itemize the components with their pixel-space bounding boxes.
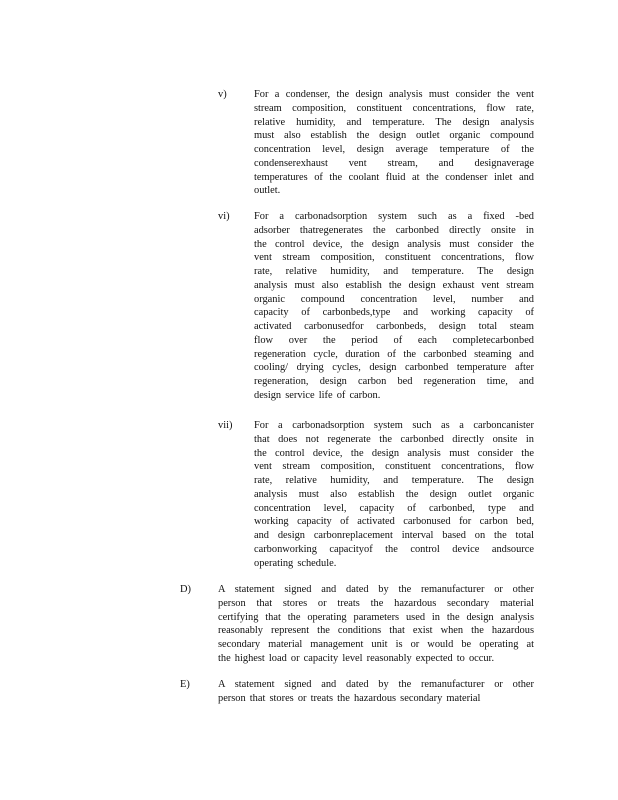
text-line: operating schedule.: [254, 557, 337, 569]
item-marker: E): [180, 679, 190, 690]
text-line: vent stream composition, constituent concentrations, flow: [254, 461, 534, 473]
text-line: secondary material management unit is or would be operating at: [218, 639, 534, 650]
item-text: [254, 210, 534, 403]
text-line: design service life of carbon.: [254, 389, 381, 401]
text-line: certifying that the operating parameters used in the design analysis: [218, 611, 534, 623]
text-line: the highest load or capacity level reasonably expected to occur.: [218, 652, 495, 664]
text-line: person that stores or treats the hazardous secondary material: [218, 597, 534, 609]
text-line: relative humidity, and temperature. The design analysis: [254, 116, 534, 128]
text-line: A statement signed and dated by the remanufacturer or other: [218, 584, 534, 595]
text-line: A statement signed and dated by the remanufacturer or other: [218, 679, 534, 690]
item-text: [218, 583, 534, 666]
text-line: rate, relative humidity, and temperature. The design: [254, 475, 534, 486]
text-line: concentration level, design average temperature of the: [254, 144, 534, 155]
text-line: working capacity of activated carbonused for carbon bed,: [254, 516, 534, 528]
item-marker: vi): [218, 211, 230, 222]
text-line: and design carbonreplacement interval based on the total: [254, 530, 534, 541]
text-line: must also establish the design outlet organic compound: [254, 130, 534, 142]
text-line: that does not regenerate the carbonbed directly onsite in: [254, 433, 534, 445]
text-line: regeneration cycle, duration of the carbonbed steaming and: [254, 348, 534, 360]
item-marker: vii): [218, 420, 233, 431]
item-marker: v): [218, 89, 227, 100]
text-line: reasonably represent the conditions that exist when the hazardous: [218, 625, 534, 637]
item-text: [254, 88, 534, 198]
text-line: vent stream composition, constituent concentrations, flow: [254, 252, 534, 264]
item-text: [218, 678, 534, 706]
text-line: analysis must also establish the design exhaust vent stream: [254, 279, 534, 291]
text-line: analysis must also establish the design outlet organic: [254, 488, 534, 500]
text-line: regeneration, design carbon bed regeneration time, and: [254, 376, 534, 387]
text-line: person that stores or treats the hazardous secondary material: [218, 692, 481, 704]
text-line: For a carbonadsorption system such as a fixed -bed: [254, 211, 534, 222]
text-line: rate, relative humidity, and temperature. The design: [254, 266, 534, 277]
text-line: stream composition, constituent concentrations, flow rate,: [254, 102, 534, 114]
text-line: temperatures of the coolant fluid at the condenser inlet and: [254, 171, 534, 183]
text-line: flow over the period of each completecarbonbed: [254, 334, 534, 346]
text-line: capacity of carbonbeds,type and working capacity of: [254, 307, 534, 319]
text-line: condenserexhaust vent stream, and designaverage: [254, 157, 534, 169]
text-line: activated carbonusedfor carbonbeds, design total steam: [254, 321, 534, 332]
text-line: For a condenser, the design analysis must consider the vent: [254, 89, 534, 100]
text-line: organic compound concentration level, number and: [254, 293, 534, 305]
text-line: outlet.: [254, 185, 281, 197]
text-line: the control device, the design analysis must consider the: [254, 238, 534, 250]
text-line: the control device, the design analysis must consider the: [254, 447, 534, 459]
text-line: carbonworking capacityof the control device andsource: [254, 543, 534, 555]
text-line: cooling/ drying cycles, design carbonbed temperature after: [254, 362, 534, 374]
item-text: [254, 419, 534, 570]
text-line: adsorber thatregenerates the carbonbed directly onsite in: [254, 224, 534, 236]
text-line: concentration level, capacity of carbonbed, type and: [254, 502, 534, 514]
item-marker: D): [180, 584, 191, 595]
text-line: For a carbonadsorption system such as a carboncanister: [254, 420, 534, 431]
